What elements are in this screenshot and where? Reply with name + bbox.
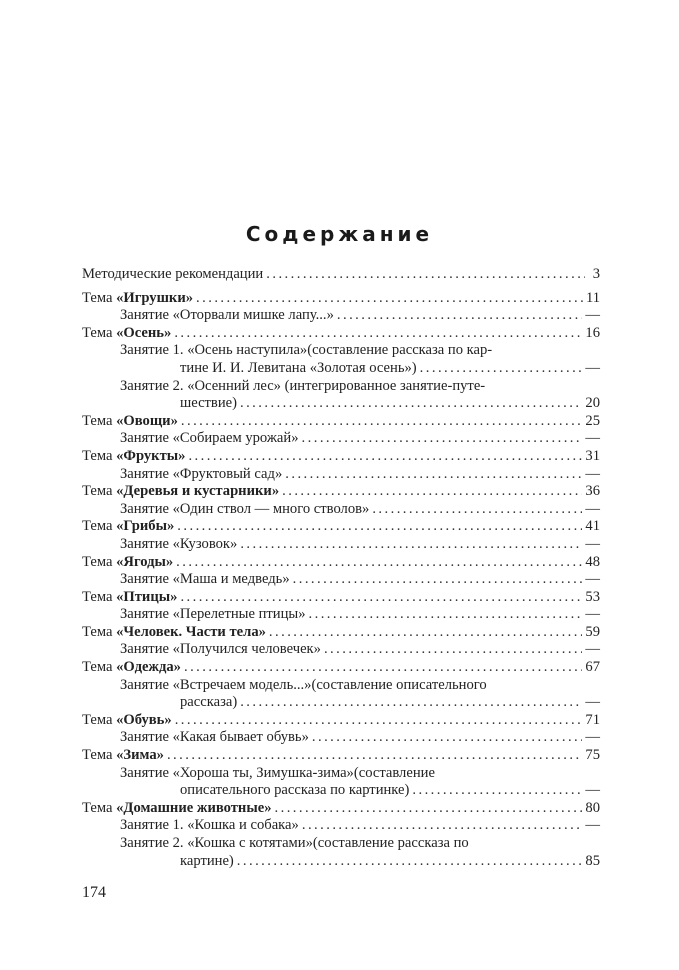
dot-leader	[196, 290, 583, 308]
toc-page-number: —	[585, 465, 600, 482]
topic-name: «Зима»	[116, 747, 164, 764]
toc-entry-label: Занятие «Фруктовый сад»	[120, 465, 283, 482]
toc-entry	[82, 501, 600, 519]
toc-entry	[82, 430, 600, 448]
toc-entry-label	[82, 747, 164, 765]
dot-leader	[269, 624, 582, 642]
toc-entry	[82, 395, 600, 413]
topic-name: «Человек. Части тела»	[116, 623, 266, 640]
toc-entry	[82, 641, 600, 659]
toc-entry-label: шествие)	[180, 395, 237, 412]
topic-prefix: Тема	[82, 412, 117, 429]
dot-leader	[420, 360, 583, 378]
page-number: 174	[82, 884, 106, 901]
dot-leader	[412, 782, 582, 800]
toc-entry-label: картине)	[180, 852, 234, 869]
toc-entry	[82, 360, 600, 378]
dot-leader	[180, 589, 582, 607]
toc-entry	[82, 782, 600, 800]
toc-entry	[82, 677, 600, 695]
toc-entry-label: Занятие «Один ствол — много стволов»	[120, 500, 370, 517]
dot-leader	[181, 413, 583, 431]
toc-topic-entry	[82, 712, 600, 730]
topic-prefix: Тема	[82, 324, 117, 341]
dot-leader	[237, 853, 583, 871]
toc-entry	[82, 729, 600, 747]
toc-topic-entry	[82, 659, 600, 677]
topic-name: «Птицы»	[116, 588, 178, 605]
dot-leader	[302, 817, 583, 835]
toc-entry	[82, 342, 600, 360]
toc-entry-label: Занятие 2. «Кошка с котятами»(составление рассказа по	[120, 835, 469, 851]
topic-name: «Одежда»	[116, 659, 181, 676]
toc-entry	[82, 606, 600, 624]
toc-page-number: —	[585, 817, 600, 834]
toc-entry-label	[82, 518, 174, 536]
dot-leader	[188, 448, 582, 466]
topic-prefix: Тема	[82, 623, 117, 640]
toc-entry-label: тине И. И. Левитана «Золотая осень»)	[180, 359, 417, 376]
toc-entry-label: Занятие «Кузовок»	[120, 535, 238, 552]
toc-topic-entry	[82, 747, 600, 765]
toc-topic-entry	[82, 554, 600, 572]
toc-topic-entry	[82, 325, 600, 343]
toc-page-number: 31	[585, 447, 600, 464]
toc-page-number: 71	[585, 711, 600, 728]
dot-leader	[302, 430, 583, 448]
topic-name: «Грибы»	[116, 518, 175, 535]
toc-entry-label	[82, 290, 193, 308]
toc-page-number: —	[585, 430, 600, 447]
toc-page-number: —	[585, 500, 600, 517]
topic-name: «Осень»	[116, 324, 172, 341]
topic-prefix: Тема	[82, 518, 117, 535]
toc-entry	[82, 466, 600, 484]
topic-name: «Деревья и кустарники»	[116, 483, 280, 500]
dot-leader	[337, 307, 583, 325]
toc-topic-entry	[82, 624, 600, 642]
toc-topic-entry	[82, 413, 600, 431]
dot-leader	[282, 483, 582, 501]
toc-entry-label	[82, 800, 272, 818]
toc-page-number: —	[585, 535, 600, 552]
toc-page-number: —	[585, 571, 600, 588]
toc-entry-label: Занятие «Какая бывает обувь»	[120, 729, 309, 746]
toc-entry-label: Занятие 1. «Кошка и собака»	[120, 817, 299, 834]
toc-entry-label	[82, 413, 178, 431]
toc-entry-label: Занятие «Получился человечек»	[120, 641, 321, 658]
dot-leader	[324, 641, 582, 659]
toc-entry	[82, 307, 600, 325]
topic-name: «Ягоды»	[116, 553, 174, 570]
topic-prefix: Тема	[82, 747, 117, 764]
toc-page-number: —	[585, 782, 600, 799]
dot-leader	[309, 606, 583, 624]
toc-entry-label: Занятие «Хороша ты, Зимушка-зима»(составление	[120, 764, 435, 781]
dot-leader	[285, 466, 582, 484]
toc-page-number: 20	[585, 395, 600, 412]
toc-entry-label: рассказа)	[180, 694, 238, 711]
dot-leader	[177, 518, 582, 536]
dot-leader	[176, 554, 582, 572]
topic-name: «Фрукты»	[116, 447, 186, 464]
toc-entry-label: Занятие 2. «Осенний лес» (интегрированное занятие-путе-	[120, 377, 486, 394]
toc-entry-label	[82, 325, 171, 343]
toc-page-number: —	[585, 606, 600, 623]
dot-leader	[240, 395, 582, 413]
toc-page-number: 67	[585, 659, 600, 676]
toc-page-number: —	[585, 694, 600, 711]
topic-name: «Овощи»	[116, 412, 178, 429]
dot-leader	[240, 694, 582, 712]
topic-prefix: Тема	[82, 799, 117, 816]
toc-entry	[82, 765, 600, 783]
toc-page-number: 59	[585, 623, 600, 640]
toc-entry-label: Занятие «Маша и медведь»	[120, 571, 290, 588]
dot-leader	[372, 501, 582, 519]
toc-topic-entry	[82, 483, 600, 501]
topic-prefix: Тема	[82, 289, 117, 306]
topic-name: «Обувь»	[116, 711, 172, 728]
toc-entry	[82, 571, 600, 589]
toc-page-number: 25	[585, 412, 600, 429]
toc-topic-entry	[82, 589, 600, 607]
toc-page-number: 41	[585, 518, 600, 535]
toc-page-number: 16	[585, 324, 600, 341]
dot-leader	[312, 729, 583, 747]
toc-page-number: 11	[585, 289, 600, 306]
dot-leader	[174, 325, 582, 343]
toc-entry-label: Занятие 1. «Осень наступила»(составление рассказа по кар-	[120, 342, 493, 359]
toc-page-number: 75	[585, 747, 600, 764]
table-of-contents	[82, 266, 600, 870]
toc-entry-label	[82, 483, 279, 501]
toc-entry-label: Занятие «Собираем урожай»	[120, 430, 299, 447]
dot-leader	[240, 536, 582, 554]
toc-entry-label: Занятие «Встречаем модель...»(составление описательного	[120, 676, 487, 693]
dot-leader	[275, 800, 583, 818]
toc-entry-label: описательного рассказа по картинке)	[180, 782, 410, 799]
toc-page-number: —	[585, 307, 600, 324]
toc-entry	[82, 817, 600, 835]
toc-entry-label: Занятие «Оторвали мишке лапу...»	[120, 307, 334, 324]
toc-topic-entry	[82, 800, 600, 818]
page-title: Содержание	[245, 222, 434, 246]
toc-entry	[82, 378, 600, 396]
dot-leader	[175, 712, 583, 730]
toc-page-number: 36	[585, 483, 600, 500]
topic-name: «Домашние животные»	[116, 799, 272, 816]
toc-entry	[82, 536, 600, 554]
toc-page-number: —	[585, 359, 600, 376]
toc-page-number: 80	[585, 799, 600, 816]
toc-page-number: 48	[585, 553, 600, 570]
toc-entry	[82, 266, 600, 284]
toc-entry-label	[82, 554, 173, 572]
topic-prefix: Тема	[82, 553, 117, 570]
toc-page-number: —	[585, 729, 600, 746]
toc-topic-entry	[82, 448, 600, 466]
toc-entry	[82, 835, 600, 853]
toc-page-number: 3	[592, 266, 600, 282]
dot-leader	[266, 266, 585, 284]
topic-prefix: Тема	[82, 659, 117, 676]
toc-page-number: 85	[585, 852, 600, 869]
topic-name: «Игрушки»	[116, 289, 194, 306]
dot-leader	[184, 659, 582, 677]
toc-entry-label	[82, 712, 172, 730]
toc-topic-entry	[82, 518, 600, 536]
toc-entry	[82, 853, 600, 871]
topic-prefix: Тема	[82, 711, 117, 728]
topic-prefix: Тема	[82, 447, 117, 464]
toc-topic-entry	[82, 290, 600, 308]
toc-entry	[82, 694, 600, 712]
toc-entry-label	[82, 448, 185, 466]
topic-prefix: Тема	[82, 483, 117, 500]
toc-entry-label: Методические рекомендации	[82, 266, 264, 282]
toc-entry-label	[82, 589, 177, 607]
dot-leader	[293, 571, 583, 589]
toc-entry-label	[82, 624, 266, 642]
toc-entry-label	[82, 659, 181, 677]
toc-page-number: —	[585, 641, 600, 658]
dot-leader	[167, 747, 582, 765]
topic-prefix: Тема	[82, 588, 117, 605]
toc-page-number: 53	[585, 588, 600, 605]
toc-entry-label: Занятие «Перелетные птицы»	[120, 606, 306, 623]
